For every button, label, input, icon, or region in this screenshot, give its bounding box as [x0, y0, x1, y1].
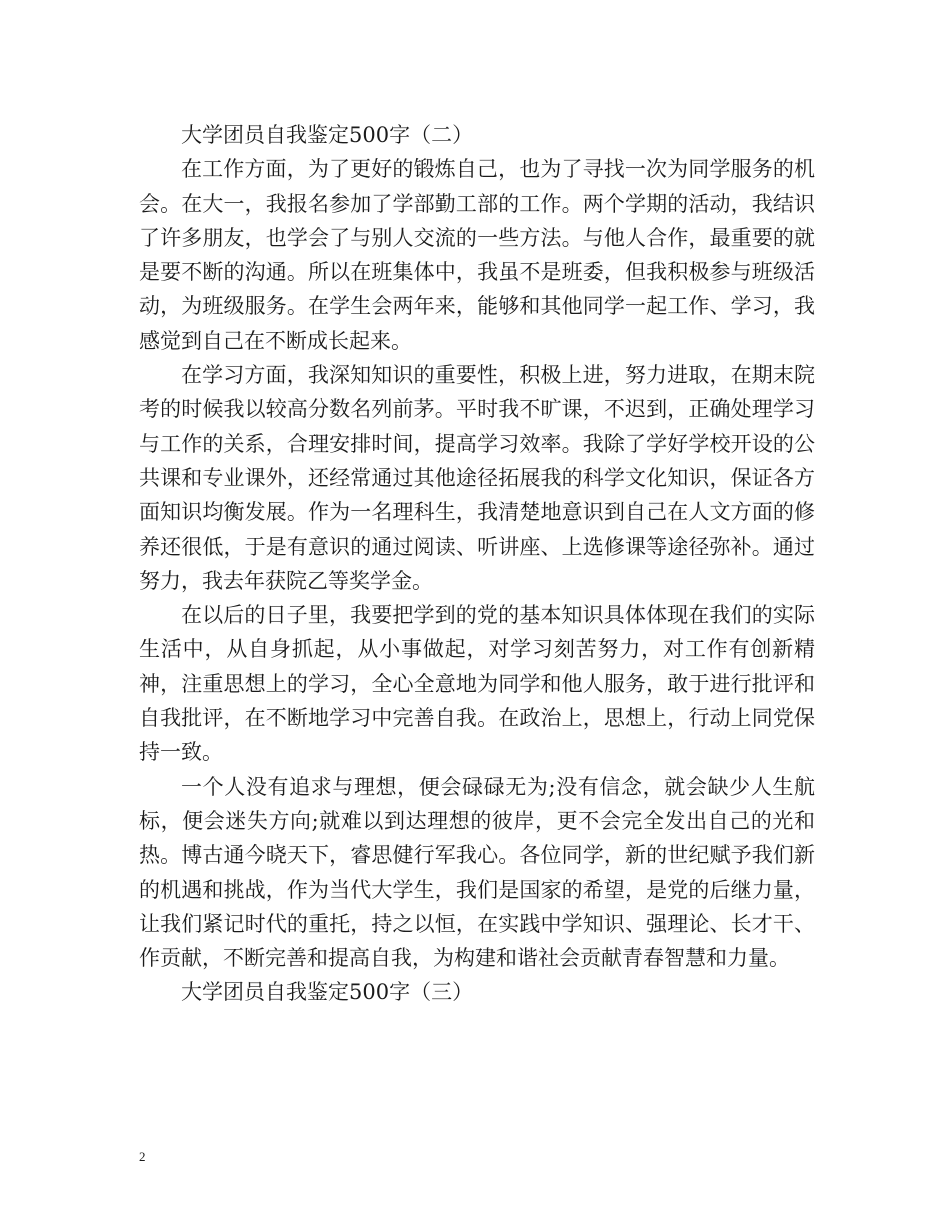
paragraph-work: 在工作方面，为了更好的锻炼自己，也为了寻找一次为同学服务的机会。在大一，我报名参加了学部勤工部的工作。两个学期的活动，我结识了许多朋友，也学会了与别人交流的一些方法。与他人合作，最重要的就是要不断的沟通。所以在班集体中，我虽不是班委，但我积极参与班级活动，为班级服务。在学生会两年来，能够和其他同学一起工作、学习，我感觉到自己在不断成长起来。: [139, 157, 815, 353]
document-body: [139, 118, 815, 1010]
paragraph-study: 在学习方面，我深知知识的重要性，积极上进，努力进取，在期末院考的时候我以较高分数名列前茅。平时我不旷课，不迟到，正确处理学习与工作的关系，合理安排时间，提高学习效率。我除了学好学校开设的公共课和专业课外，还经常通过其他途径拓展我的科学文化知识，保证各方面知识均衡发展。作为一名理科生，我清楚地意识到自己在人文方面的修养还很低，于是有意识的通过阅读、听讲座、上选修课等途径弥补。通过努力，我去年获院乙等奖学金。: [139, 363, 815, 593]
section-heading-3: 大学团员自我鉴定500字（三）: [181, 980, 474, 1005]
paragraph-future: 在以后的日子里，我要把学到的党的基本知识具体体现在我们的实际生活中，从自身抓起，从小事做起，对学习刻苦努力，对工作有创新精神，注重思想上的学习，全心全意地为同学和他人服务，敢于进行批评和自我批评，在不断地学习中完善自我。在政治上，思想上，行动上同党保持一致。: [139, 603, 815, 765]
section-heading-2: 大学团员自我鉴定500字（二）: [181, 123, 474, 147]
page-number: 2: [139, 1149, 146, 1164]
paragraph-ideals: 一个人没有追求与理想，便会碌碌无为;没有信念，就会缺少人生航标，便会迷失方向;就难以到达理想的彼岸，更不会完全发出自己的光和热。博古通今晓天下，睿思健行军我心。各位同学，新的世纪赋予我们新的机遇和挑战，作为当代大学生，我们是国家的希望，是党的后继力量，让我们紧记时代的重托，持之以恒，在实践中学知识、强理论、长才干、作贡献，不断完善和提高自我，为构建和谐社会贡献青春智慧和力量。: [139, 774, 815, 971]
